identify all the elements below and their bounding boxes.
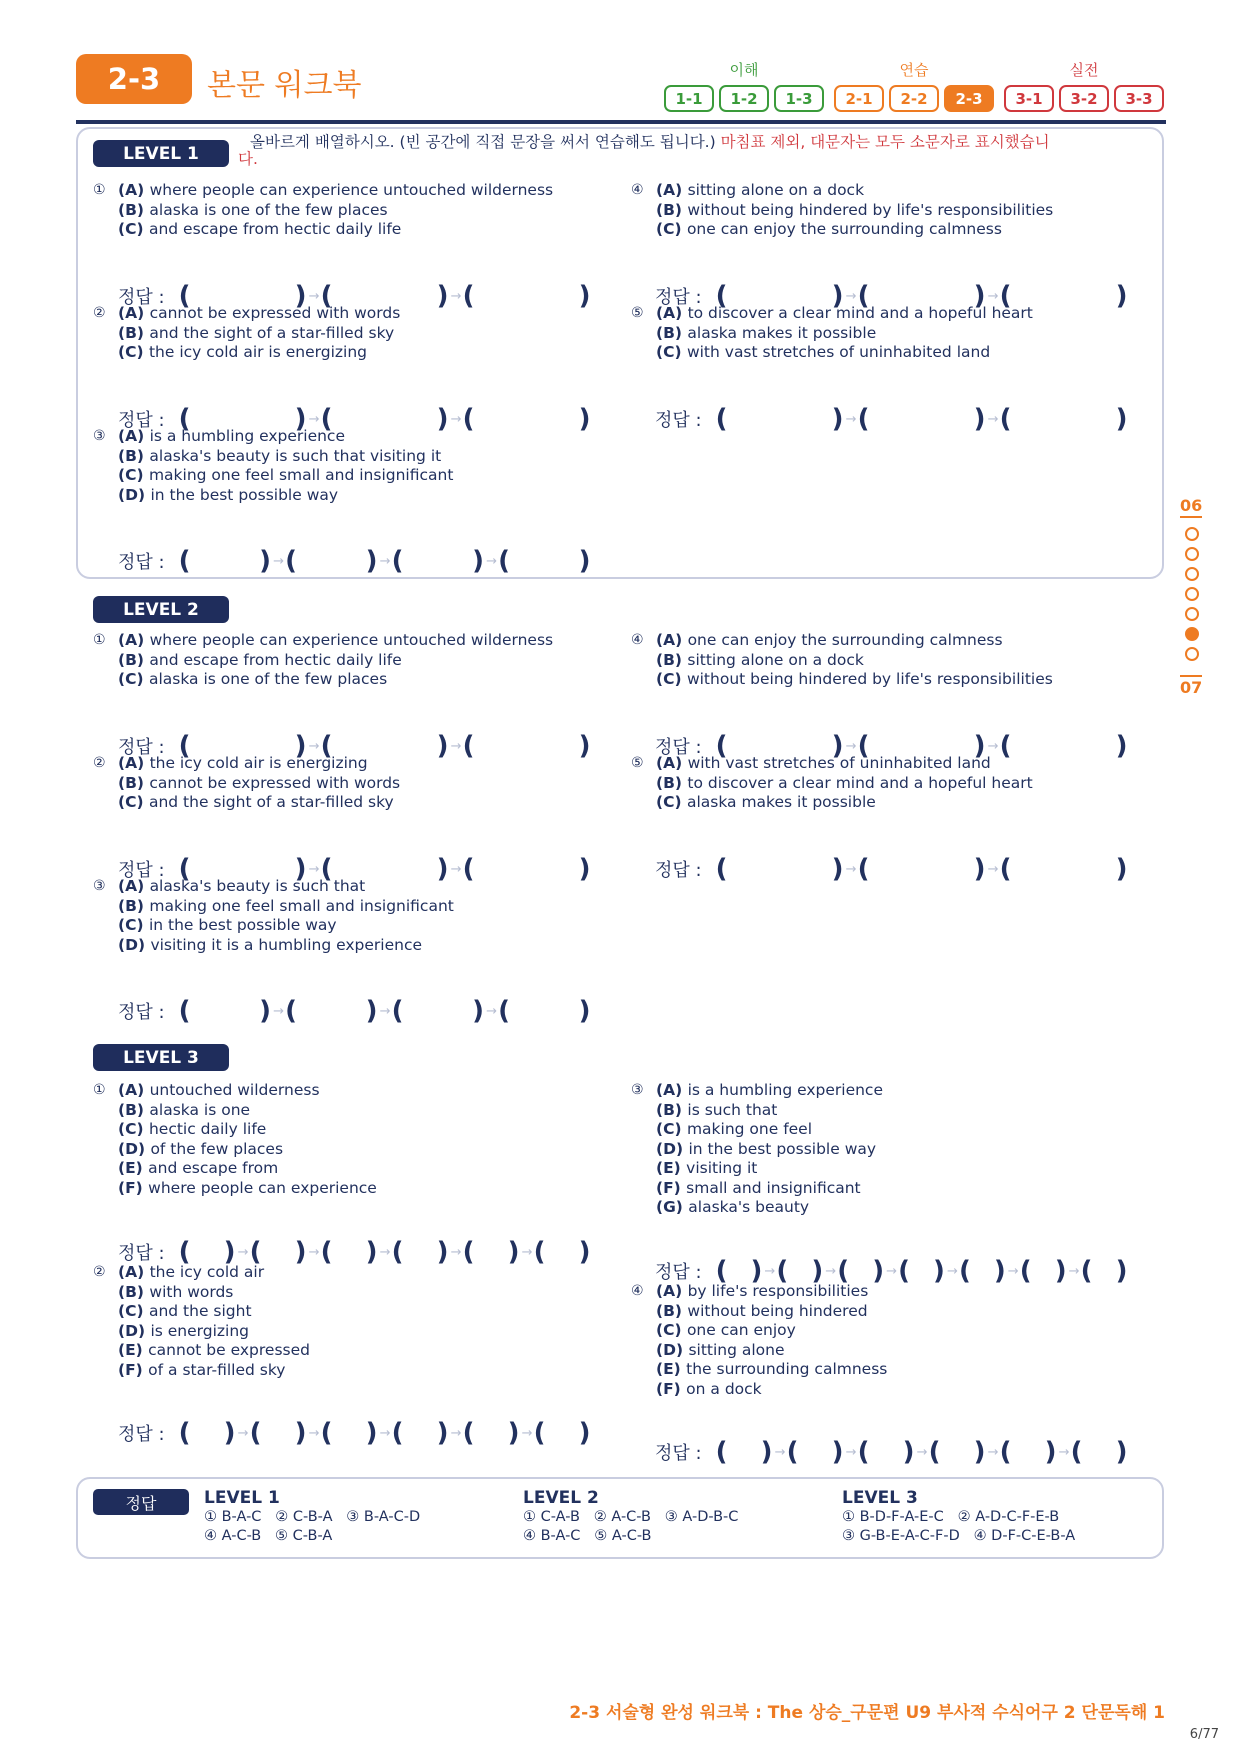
side-nav-top-label: 06 <box>1180 496 1202 518</box>
side-nav-dot[interactable] <box>1185 567 1199 581</box>
choice-line: (E) visiting it <box>656 1159 758 1177</box>
arrow-icon: → <box>987 288 999 304</box>
arrow-icon: → <box>521 1425 533 1441</box>
answer-blank[interactable]: ( ) <box>533 1418 591 1448</box>
answer-blank[interactable]: ( ) <box>462 281 591 311</box>
tab-1-2[interactable]: 1-2 <box>719 85 769 112</box>
answer-blank[interactable]: ( ) <box>715 854 844 884</box>
choice-line: (D) sitting alone <box>656 1340 785 1359</box>
answer-blank[interactable]: ( ) <box>999 731 1128 761</box>
answer-blank[interactable]: ( ) <box>898 1256 945 1286</box>
level2-question-5 <box>631 754 1033 813</box>
answer-blank[interactable]: ( ) <box>391 1418 449 1448</box>
choice-line: (A) untouched wilderness <box>118 1081 320 1099</box>
tab-2-2[interactable]: 2-2 <box>889 85 939 112</box>
choice-line: (E) cannot be expressed <box>118 1341 310 1359</box>
answer-blank[interactable]: ( ) <box>391 546 485 576</box>
level3-answer-row-2[interactable] <box>118 1418 606 1448</box>
choice-line: (A) with vast stretches of uninhabited land <box>656 754 991 772</box>
arrow-icon: → <box>845 288 857 304</box>
answer-blank[interactable]: ( ) <box>999 404 1128 434</box>
tab-3-2[interactable]: 3-2 <box>1059 85 1109 112</box>
choice-line: (E) and escape from <box>118 1159 279 1177</box>
arrow-icon: → <box>845 411 857 427</box>
question-number: ④ <box>631 1283 644 1299</box>
question-number: ③ <box>93 428 106 444</box>
question-number: ④ <box>631 632 644 648</box>
level3-question-3 <box>631 1081 883 1218</box>
choice-line: (B) sitting alone on a dock <box>656 650 864 669</box>
choice-line: (G) alaska's beauty <box>656 1198 810 1216</box>
answer-blank[interactable]: ( ) <box>715 404 844 434</box>
arrow-icon: → <box>987 1444 999 1460</box>
answer-blank[interactable]: ( ) <box>715 1437 773 1467</box>
page-number: 6/77 <box>1189 1727 1219 1742</box>
choice-line: (A) by life's responsibilities <box>656 1282 869 1300</box>
arrow-icon: → <box>308 411 320 427</box>
choice-line: (C) alaska is one of the few places <box>118 670 388 688</box>
tab-3-3[interactable]: 3-3 <box>1114 85 1164 112</box>
arrow-icon: → <box>1007 1263 1019 1279</box>
arrow-icon: → <box>825 1263 837 1279</box>
arrow-icon: → <box>308 1244 320 1260</box>
choice-line: (C) the icy cold air is energizing <box>118 343 367 361</box>
side-nav-dot[interactable] <box>1185 587 1199 601</box>
choice-line: (D) of the few places <box>118 1139 284 1158</box>
choice-line: (C) making one feel <box>656 1120 813 1138</box>
arrow-icon: → <box>946 1263 958 1279</box>
arrow-icon: → <box>237 1425 249 1441</box>
level1-question-5 <box>631 304 1033 363</box>
side-nav-dot-active[interactable] <box>1185 627 1199 641</box>
choice-line: (C) one can enjoy <box>656 1321 796 1339</box>
level1-question-1 <box>93 181 554 240</box>
choice-line: (B) without being hindered <box>656 1301 868 1320</box>
answer-label: 정답 : <box>655 1262 702 1283</box>
arrow-icon: → <box>308 738 320 754</box>
answer-blank[interactable]: ( ) <box>320 404 449 434</box>
level1-question-4 <box>631 181 1054 240</box>
level2-question-1 <box>93 631 554 690</box>
group-label-understand: 이해 <box>729 61 759 79</box>
choice-line: (B) is such that <box>656 1100 778 1119</box>
choice-line: (A) cannot be expressed with words <box>118 304 401 322</box>
answer-blank[interactable]: ( ) <box>498 996 591 1026</box>
tab-3-1[interactable]: 3-1 <box>1004 85 1054 112</box>
answer-blank[interactable]: ( ) <box>178 996 272 1026</box>
arrow-icon: → <box>845 861 857 877</box>
answer-label: 정답 : <box>118 287 165 308</box>
arrow-icon: → <box>450 1425 462 1441</box>
arrow-icon: → <box>486 1003 497 1019</box>
arrow-icon: → <box>273 1003 284 1019</box>
choice-line: (B) alaska is one of the few places <box>118 200 388 219</box>
answer-blank[interactable]: ( ) <box>462 1418 520 1448</box>
arrow-icon: → <box>774 1444 786 1460</box>
choice-line: (D) in the best possible way <box>656 1139 877 1158</box>
answer-blank[interactable]: ( ) <box>837 1256 885 1286</box>
arrow-icon: → <box>450 861 462 877</box>
arrow-icon: → <box>886 1263 897 1279</box>
arrow-icon: → <box>916 1444 928 1460</box>
answer-blank[interactable]: ( ) <box>320 731 449 761</box>
answer-blank[interactable]: ( ) <box>857 1437 915 1467</box>
arrow-icon: → <box>987 738 999 754</box>
arrow-icon: → <box>237 1244 249 1260</box>
arrow-icon: → <box>450 738 462 754</box>
arrow-icon: → <box>1058 1444 1070 1460</box>
level2-answer-row-3[interactable] <box>118 996 606 1026</box>
answer-blank[interactable]: ( ) <box>285 546 378 576</box>
choice-line: (B) and the sight of a star-filled sky <box>118 323 395 342</box>
arrow-icon: → <box>273 553 284 569</box>
answer-blank[interactable]: ( ) <box>320 281 449 311</box>
answer-label: 정답 : <box>118 410 165 431</box>
question-number: ② <box>93 1264 106 1280</box>
answer-label: 정답 : <box>118 860 165 881</box>
answer-blank[interactable]: ( ) <box>533 1237 591 1267</box>
choice-line: (A) the icy cold air <box>118 1263 265 1281</box>
side-nav-bottom-label: 07 <box>1180 675 1202 697</box>
answer-blank[interactable]: ( ) <box>857 731 986 761</box>
choice-line: (C) and the sight of a star-filled sky <box>118 793 394 811</box>
answer-blank[interactable]: ( ) <box>178 731 307 761</box>
choice-line: (A) the icy cold air is energizing <box>118 754 368 772</box>
arrow-icon: → <box>987 411 999 427</box>
question-number: ⑤ <box>631 305 644 321</box>
group-label-real: 실전 <box>1069 61 1099 79</box>
level1-instruction: 올바르게 배열하시오. (빈 공간에 직접 문장을 써서 연습해도 됩니다.) 마침표 제외, 대문자는 모두 소문자로 표시했습니 다. <box>238 133 1050 168</box>
answer-blank[interactable]: ( ) <box>249 1418 307 1448</box>
arrow-icon: → <box>308 1425 320 1441</box>
choice-line: (C) with vast stretches of uninhabited land <box>656 343 991 361</box>
choice-line: (F) small and insignificant <box>656 1178 861 1197</box>
choice-line: (B) with words <box>118 1282 234 1301</box>
side-nav-dot[interactable] <box>1185 527 1199 541</box>
arrow-icon: → <box>486 553 497 569</box>
answer-blank[interactable]: ( ) <box>715 1256 763 1286</box>
tab-2-1[interactable]: 2-1 <box>834 85 884 112</box>
answer-label: 정답 : <box>118 1243 165 1264</box>
level3-question-1 <box>93 1081 377 1198</box>
choice-line: (C) without being hindered by life's responsibilities <box>656 670 1053 688</box>
footer-title: 2-3 서술형 완성 워크북 : The 상승_구문편 U9 부사적 수식어구 2 단문독해 1 <box>569 1703 1165 1723</box>
question-number: ③ <box>631 1082 644 1098</box>
answer-blank[interactable]: ( ) <box>1019 1256 1067 1286</box>
choice-line: (D) in the best possible way <box>118 485 339 504</box>
answer-blank[interactable]: ( ) <box>249 1237 307 1267</box>
level3-badge: LEVEL 3 <box>93 1044 229 1071</box>
answer-blank[interactable]: ( ) <box>1070 1437 1128 1467</box>
choice-line: (D) is energizing <box>118 1321 249 1340</box>
answer-blank[interactable]: ( ) <box>462 731 591 761</box>
answer-blank[interactable]: ( ) <box>786 1437 844 1467</box>
question-number: ⑤ <box>631 755 644 771</box>
arrow-icon: → <box>308 288 320 304</box>
arrow-icon: → <box>521 1244 533 1260</box>
answer-key-badge: 정답 <box>93 1489 189 1515</box>
answer-blank[interactable]: ( ) <box>178 1237 236 1267</box>
answer-blank[interactable]: ( ) <box>285 996 378 1026</box>
answer-blank[interactable]: ( ) <box>999 281 1128 311</box>
answer-blank[interactable]: ( ) <box>320 1237 378 1267</box>
question-number: ① <box>93 182 106 198</box>
group-label-practice: 연습 <box>899 61 929 79</box>
answer-key-level1: LEVEL 1 ① B-A-C ② C-B-A ③ B-A-C-D ④ A-C-B ⑤ C-B-A <box>204 1488 421 1544</box>
level2-question-4 <box>631 631 1053 690</box>
answer-label: 정답 : <box>118 552 165 573</box>
side-nav-dot[interactable] <box>1185 647 1199 661</box>
answer-blank[interactable]: ( ) <box>776 1256 824 1286</box>
level1-question-2 <box>93 304 401 363</box>
answer-label: 정답 : <box>655 410 702 431</box>
tab-1-3[interactable]: 1-3 <box>774 85 824 112</box>
arrow-icon: → <box>845 1444 857 1460</box>
answer-blank[interactable]: ( ) <box>857 281 986 311</box>
choice-line: (F) where people can experience <box>118 1178 377 1197</box>
tab-1-1[interactable]: 1-1 <box>664 85 714 112</box>
choice-line: (C) making one feel small and insignificant <box>118 466 454 484</box>
answer-blank[interactable]: ( ) <box>928 1437 986 1467</box>
answer-label: 정답 : <box>118 1424 165 1445</box>
answer-blank[interactable]: ( ) <box>320 1418 378 1448</box>
question-number: ④ <box>631 182 644 198</box>
question-number: ② <box>93 755 106 771</box>
choice-line: (C) alaska makes it possible <box>656 793 876 811</box>
answer-blank[interactable]: ( ) <box>391 996 485 1026</box>
choice-line: (B) alaska is one <box>118 1100 251 1119</box>
answer-blank[interactable]: ( ) <box>391 1237 449 1267</box>
answer-label: 정답 : <box>655 287 702 308</box>
choice-line: (C) and the sight <box>118 1302 252 1320</box>
answer-blank[interactable]: ( ) <box>178 854 307 884</box>
side-nav-dot[interactable] <box>1185 547 1199 561</box>
level3-question-2 <box>93 1263 310 1380</box>
choice-line: (E) the surrounding calmness <box>656 1360 888 1378</box>
choice-line: (B) making one feel small and insignificant <box>118 896 454 915</box>
answer-label: 정답 : <box>655 737 702 758</box>
answer-key-level3: LEVEL 3 ① B-D-F-A-E-C ② A-D-C-F-E-B ③ G-B-E-A-C-F-D ④ D-F-C-E-B-A <box>842 1488 1076 1544</box>
answer-blank[interactable]: ( ) <box>958 1256 1006 1286</box>
arrow-icon: → <box>450 288 462 304</box>
choice-line: (B) without being hindered by life's responsibilities <box>656 200 1054 219</box>
choice-line: (A) where people can experience untouched wilderness <box>118 631 554 649</box>
answer-blank[interactable]: ( ) <box>178 1418 236 1448</box>
answer-label: 정답 : <box>655 1443 702 1464</box>
choice-line: (B) to discover a clear mind and a hopeful heart <box>656 773 1033 792</box>
choice-line: (B) alaska makes it possible <box>656 323 877 342</box>
choice-line: (B) cannot be expressed with words <box>118 773 401 792</box>
tab-2-3[interactable]: 2-3 <box>944 85 994 112</box>
choice-line: (C) and escape from hectic daily life <box>118 220 402 238</box>
choice-line: (A) alaska's beauty is such that <box>118 877 366 895</box>
answer-label: 정답 : <box>118 737 165 758</box>
level2-badge: LEVEL 2 <box>93 596 229 623</box>
answer-label: 정답 : <box>118 1002 165 1023</box>
question-number: ① <box>93 632 106 648</box>
choice-line: (C) in the best possible way <box>118 916 337 934</box>
answer-blank[interactable]: ( ) <box>1080 1256 1128 1286</box>
answer-blank[interactable]: ( ) <box>462 1237 520 1267</box>
arrow-icon: → <box>764 1263 776 1279</box>
answer-blank[interactable]: ( ) <box>715 731 844 761</box>
arrow-icon: → <box>1068 1263 1080 1279</box>
side-nav-dots <box>1185 527 1199 661</box>
choice-line: (A) is a humbling experience <box>656 1081 883 1099</box>
arrow-icon: → <box>379 1003 391 1019</box>
answer-blank[interactable]: ( ) <box>178 404 307 434</box>
level3-question-4 <box>631 1282 888 1399</box>
answer-blank[interactable]: ( ) <box>178 281 307 311</box>
arrow-icon: → <box>379 1425 391 1441</box>
answer-blank[interactable]: ( ) <box>715 281 844 311</box>
choice-line: (F) on a dock <box>656 1379 762 1398</box>
answer-blank[interactable]: ( ) <box>857 404 986 434</box>
answer-blank[interactable]: ( ) <box>498 546 591 576</box>
answer-blank[interactable]: ( ) <box>999 1437 1057 1467</box>
answer-key-level2: LEVEL 2 ① C-A-B ② A-C-B ③ A-D-B-C ④ B-A-C ⑤ A-C-B <box>523 1488 739 1544</box>
answer-blank[interactable]: ( ) <box>462 854 591 884</box>
level1-question-3 <box>93 427 454 505</box>
section-badge: 2-3 <box>76 54 192 104</box>
level2-question-2 <box>93 754 401 813</box>
choice-line: (C) hectic daily life <box>118 1120 267 1138</box>
side-nav-dot[interactable] <box>1185 607 1199 621</box>
choice-line: (B) alaska's beauty is such that visiting it <box>118 446 442 465</box>
choice-line: (A) where people can experience untouched wilderness <box>118 181 554 199</box>
arrow-icon: → <box>845 738 857 754</box>
arrow-icon: → <box>379 1244 391 1260</box>
answer-blank[interactable]: ( ) <box>320 854 449 884</box>
choice-line: (C) one can enjoy the surrounding calmness <box>656 220 1002 238</box>
question-number: ① <box>93 1082 106 1098</box>
choice-line: (A) one can enjoy the surrounding calmness <box>656 631 1003 649</box>
question-number: ② <box>93 305 106 321</box>
level1-answer-row-5[interactable] <box>655 404 1143 434</box>
arrow-icon: → <box>379 553 391 569</box>
choice-line: (A) is a humbling experience <box>118 427 345 445</box>
answer-blank[interactable]: ( ) <box>462 404 591 434</box>
question-number: ③ <box>93 878 106 894</box>
answer-blank[interactable]: ( ) <box>857 854 986 884</box>
header-divider <box>76 120 1166 124</box>
arrow-icon: → <box>308 861 320 877</box>
page-title: 본문 워크북 <box>207 68 362 103</box>
arrow-icon: → <box>450 1244 462 1260</box>
choice-line: (F) of a star-filled sky <box>118 1360 286 1379</box>
answer-blank[interactable]: ( ) <box>178 546 272 576</box>
arrow-icon: → <box>450 411 462 427</box>
choice-line: (D) visiting it is a humbling experience <box>118 935 423 954</box>
level3-answer-row-4[interactable] <box>655 1437 1143 1467</box>
level1-answer-row-3[interactable] <box>118 546 606 576</box>
choice-line: (A) sitting alone on a dock <box>656 181 865 199</box>
arrow-icon: → <box>987 861 999 877</box>
answer-label: 정답 : <box>655 860 702 881</box>
level2-question-3 <box>93 877 454 955</box>
choice-line: (A) to discover a clear mind and a hopeful heart <box>656 304 1033 322</box>
level2-answer-row-5[interactable] <box>655 854 1143 884</box>
choice-line: (B) and escape from hectic daily life <box>118 650 402 669</box>
level1-badge: LEVEL 1 <box>93 140 229 167</box>
answer-blank[interactable]: ( ) <box>999 854 1128 884</box>
